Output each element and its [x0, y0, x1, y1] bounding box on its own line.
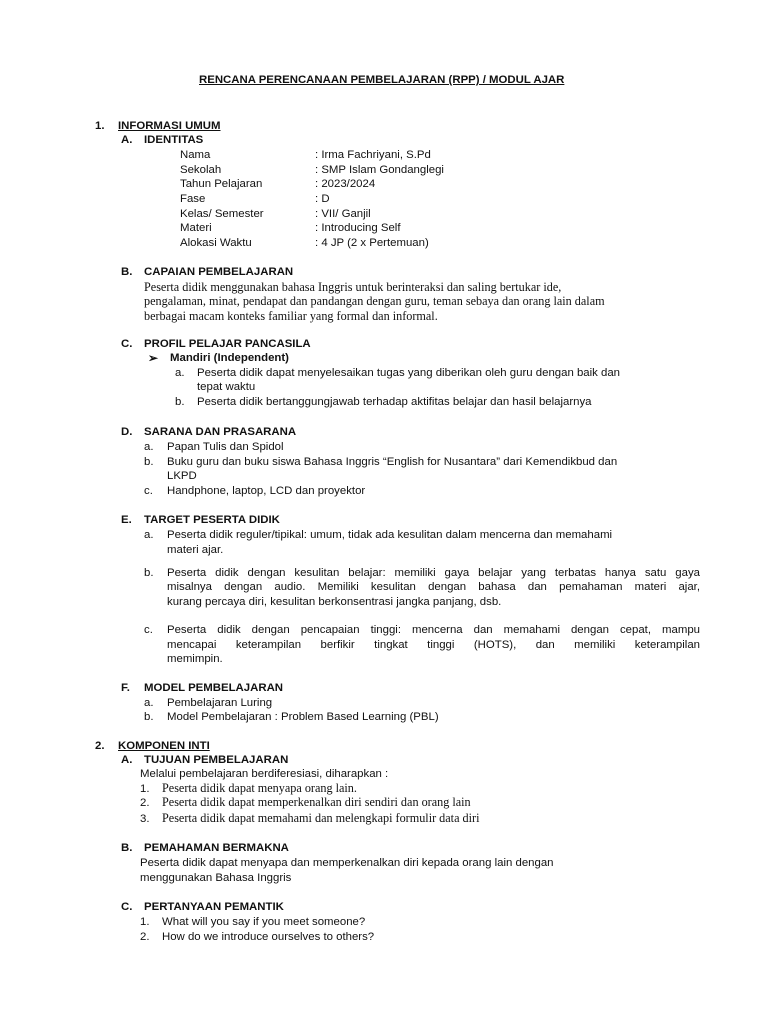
- list-item-continued: materi ajar.: [167, 544, 224, 556]
- profil-subheading: Mandiri (Independent): [170, 352, 289, 364]
- list-marker: b.: [144, 456, 154, 468]
- subsection-c-letter: C.: [121, 338, 133, 350]
- list-item-continued: memimpin.: [167, 653, 223, 665]
- pertanyaan-heading: PERTANYAAN PEMANTIK: [144, 901, 284, 913]
- list-marker: a.: [144, 529, 154, 541]
- section-1-number: 1.: [95, 120, 105, 132]
- identity-value: : Irma Fachriyani, S.Pd: [315, 149, 431, 161]
- capaian-text-line: berbagai macam konteks familiar yang formal dan informal.: [144, 309, 438, 323]
- list-marker: a.: [144, 441, 154, 453]
- list-item-continued: misalnya dengan audio. Memiliki kesulitan dengan bahasa dan pemahaman materi ajar,: [167, 581, 700, 593]
- list-item: What will you say if you meet someone?: [162, 916, 366, 928]
- identity-value: : VII/ Ganjil: [315, 208, 371, 220]
- list-item: Peserta didik reguler/tipikal: umum, tidak ada kesulitan dalam mencerna dan memahami: [167, 529, 613, 541]
- list-marker: 3.: [140, 813, 150, 825]
- list-item: Peserta didik dapat menyelesaikan tugas yang diberikan oleh guru dengan baik dan: [197, 367, 621, 379]
- list-marker: 2.: [140, 931, 150, 943]
- identity-label: Kelas/ Semester: [180, 208, 264, 220]
- arrow-bullet-icon: ➢: [148, 351, 159, 365]
- subsection-a-letter: A.: [121, 754, 133, 766]
- subsection-b-letter: B.: [121, 842, 133, 854]
- identity-label: Alokasi Waktu: [180, 237, 252, 249]
- list-item: Peserta didik bertanggungjawab terhadap aktifitas belajar dan hasil belajarnya: [197, 396, 592, 408]
- identity-value: : 4 JP (2 x Pertemuan): [315, 237, 429, 249]
- list-marker: 1.: [140, 916, 150, 928]
- identity-label: Materi: [180, 222, 212, 234]
- identity-value: : 2023/2024: [315, 178, 376, 190]
- pemahaman-text-line: Peserta didik dapat menyapa dan memperkenalkan diri kepada orang lain dengan: [140, 857, 554, 869]
- section-2-number: 2.: [95, 740, 105, 752]
- pemahaman-text-line: menggunakan Bahasa Inggris: [140, 872, 292, 884]
- pemahaman-heading: PEMAHAMAN BERMAKNA: [144, 842, 289, 854]
- profil-heading: PROFIL PELAJAR PANCASILA: [144, 338, 311, 350]
- section-2-heading: KOMPONEN INTI: [118, 740, 210, 752]
- sarana-heading: SARANA DAN PRASARANA: [144, 426, 297, 438]
- capaian-heading: CAPAIAN PEMBELAJARAN: [144, 266, 294, 278]
- list-item: Peserta didik dapat menyapa orang lain.: [162, 781, 357, 795]
- list-item: Pembelajaran Luring: [167, 697, 273, 709]
- identity-label: Tahun Pelajaran: [180, 178, 263, 190]
- list-marker: c.: [144, 485, 153, 497]
- section-1-heading: INFORMASI UMUM: [118, 120, 221, 132]
- list-item: Model Pembelajaran : Problem Based Learning (PBL): [167, 711, 439, 723]
- list-item-continued: mencapai keterampilan berfikir tingkat tinggi (HOTS), dan memiliki keterampilan: [167, 639, 700, 651]
- subsection-c-letter: C.: [121, 901, 133, 913]
- list-marker: c.: [144, 624, 153, 636]
- subsection-e-letter: E.: [121, 514, 132, 526]
- target-heading: TARGET PESERTA DIDIK: [144, 514, 280, 526]
- list-item-continued: kurang percaya diri, kesulitan berkonsentrasi jangka panjang, dsb.: [167, 596, 502, 608]
- list-item: How do we introduce ourselves to others?: [162, 931, 375, 943]
- list-marker: a.: [175, 367, 185, 379]
- list-item-continued: LKPD: [167, 470, 197, 482]
- list-marker: 1.: [140, 783, 150, 795]
- list-item: Peserta didik dengan pencapaian tinggi: mencerna dan memahami dengan cepat, mampu: [167, 624, 700, 636]
- identity-value: : Introducing Self: [315, 222, 401, 234]
- subsection-a-letter: A.: [121, 134, 133, 146]
- model-heading: MODEL PEMBELAJARAN: [144, 682, 284, 694]
- list-marker: b.: [144, 567, 154, 579]
- list-marker: a.: [144, 697, 154, 709]
- list-item: Peserta didik dapat memahami dan melengkapi formulir data diri: [162, 811, 480, 825]
- identity-value: : SMP Islam Gondanglegi: [315, 164, 444, 176]
- list-marker: 2.: [140, 797, 150, 809]
- subsection-b-letter: B.: [121, 266, 133, 278]
- list-item: Papan Tulis dan Spidol: [167, 441, 284, 453]
- list-marker: b.: [144, 711, 154, 723]
- subsection-f-letter: F.: [121, 682, 130, 694]
- document-title: RENCANA PERENCANAAN PEMBELAJARAN (RPP) / MODUL AJAR: [199, 74, 565, 86]
- capaian-text-line: pengalaman, minat, pendapat dan pandangan dengan guru, teman sebaya dan orang lain dalam: [144, 294, 605, 308]
- identity-label: Nama: [180, 149, 211, 161]
- list-item-continued: tepat waktu: [197, 381, 256, 393]
- identity-label: Sekolah: [180, 164, 222, 176]
- identity-label: Fase: [180, 193, 206, 205]
- list-item: Buku guru dan buku siswa Bahasa Inggris “English for Nusantara” dari Kemendikbud dan: [167, 456, 618, 468]
- list-item: Peserta didik dapat memperkenalkan diri sendiri dan orang lain: [162, 795, 471, 809]
- capaian-text-line: Peserta didik menggunakan bahasa Inggris untuk berinteraksi dan saling bertukar ide,: [144, 280, 562, 294]
- identity-value: : D: [315, 193, 330, 205]
- identitas-heading: IDENTITAS: [144, 134, 204, 146]
- list-item: Peserta didik dengan kesulitan belajar: memiliki gaya belajar yang terbatas hanya satu gaya: [167, 567, 700, 579]
- tujuan-intro: Melalui pembelajaran berdiferesiasi, diharapkan :: [140, 768, 389, 780]
- tujuan-heading: TUJUAN PEMBELAJARAN: [144, 754, 289, 766]
- subsection-d-letter: D.: [121, 426, 133, 438]
- list-marker: b.: [175, 396, 185, 408]
- list-item: Handphone, laptop, LCD dan proyektor: [167, 485, 366, 497]
